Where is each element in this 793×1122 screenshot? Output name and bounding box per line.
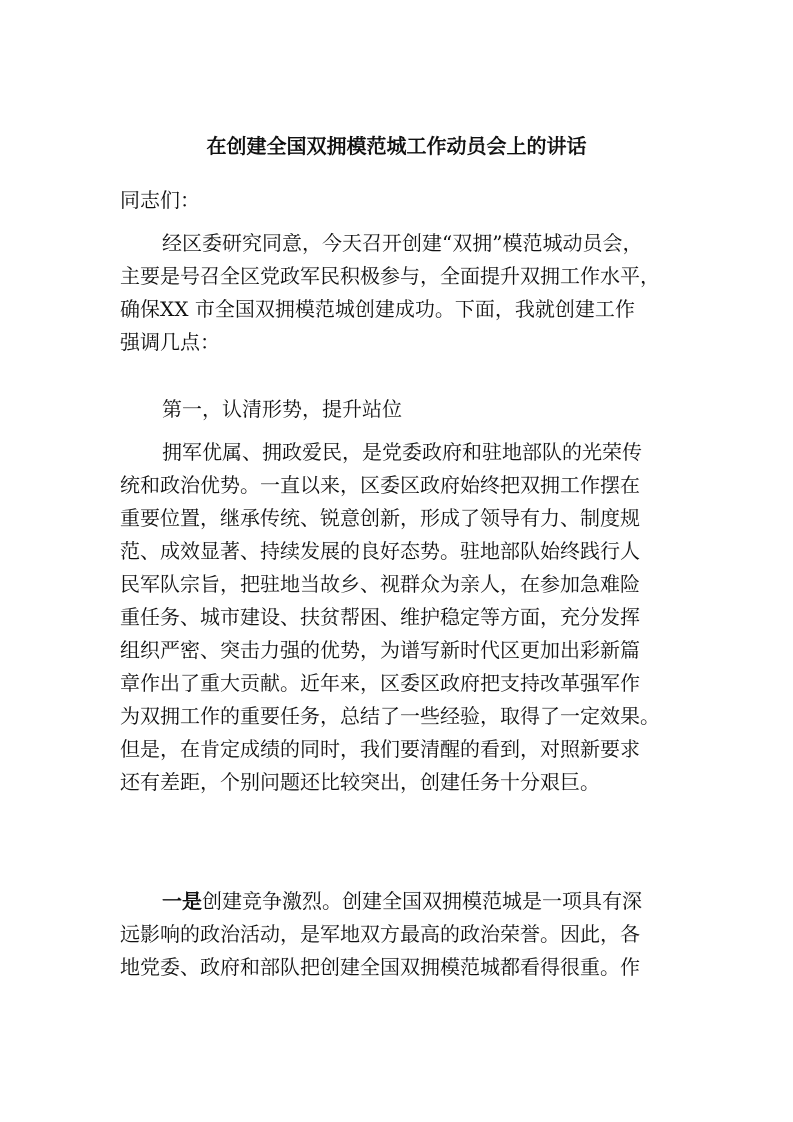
- text-line: 章作出了重大贡献。近年来，区委区政府把支持改革强军作: [120, 671, 640, 695]
- text-line: 为双拥工作的重要任务，总结了一些经验，取得了一定效果。: [120, 704, 660, 728]
- text-line: 重要位置，继承传统、锐意创新，形成了领导有力、制度规: [120, 506, 640, 530]
- emphasis-lead: 一是: [162, 889, 202, 913]
- text-line: 重任务、城市建设、扶贫帮困、维护稳定等方面，充分发挥: [120, 605, 640, 629]
- text-line: 统和政治优势。一直以来，区委区政府始终把双拥工作摆在: [120, 473, 640, 497]
- text-line: [120, 885, 680, 918]
- text-line: 确保XX 市全国双拥模范城创建成功。下面，我就创建工作: [120, 297, 635, 321]
- text-line: 主要是号召全区党政军民积极参与，全面提升双拥工作水平，: [120, 264, 660, 288]
- text-line-rest: 创建竞争激烈。创建全国双拥模范城是一项具有深: [202, 889, 642, 913]
- text-line: 远影响的政治活动，是军地双方最高的政治荣誉。因此，各: [120, 922, 640, 946]
- text-line: 范、成效显著、持续发展的良好态势。驻地部队始终践行人: [120, 539, 640, 563]
- text-line: 但是，在肯定成绩的同时，我们要清醒的看到，对照新要求: [120, 737, 640, 761]
- section-heading: [120, 393, 680, 426]
- text-line: 民军队宗旨，把驻地当故乡、视群众为亲人，在参加急难险: [120, 572, 640, 596]
- text-line: 地党委、政府和部队把创建全国双拥模范城都看得很重。作: [120, 955, 640, 979]
- paragraph-1: [120, 227, 680, 359]
- salutation-text: 同志们：: [120, 188, 200, 212]
- text-line: 强调几点：: [120, 330, 220, 354]
- document-title: 在创建全国双拥模范城工作动员会上的讲话: [206, 134, 587, 158]
- salutation: [120, 184, 680, 217]
- text-line: 经区委研究同意，今天召开创建“双拥”模范城动员会，: [162, 231, 643, 255]
- text-line: 拥军优属、拥政爱民，是党委政府和驻地部队的光荣传: [162, 440, 642, 464]
- section-heading-text: 第一，认清形势，提升站位: [162, 397, 402, 421]
- text-line: 组织严密、突击力强的优势，为谱写新时代区更加出彩新篇: [120, 638, 640, 662]
- paragraph-3: [120, 885, 680, 984]
- text-line: 还有差距，个别问题还比较突出，创建任务十分艰巨。: [120, 770, 600, 794]
- paragraph-2: [120, 436, 680, 799]
